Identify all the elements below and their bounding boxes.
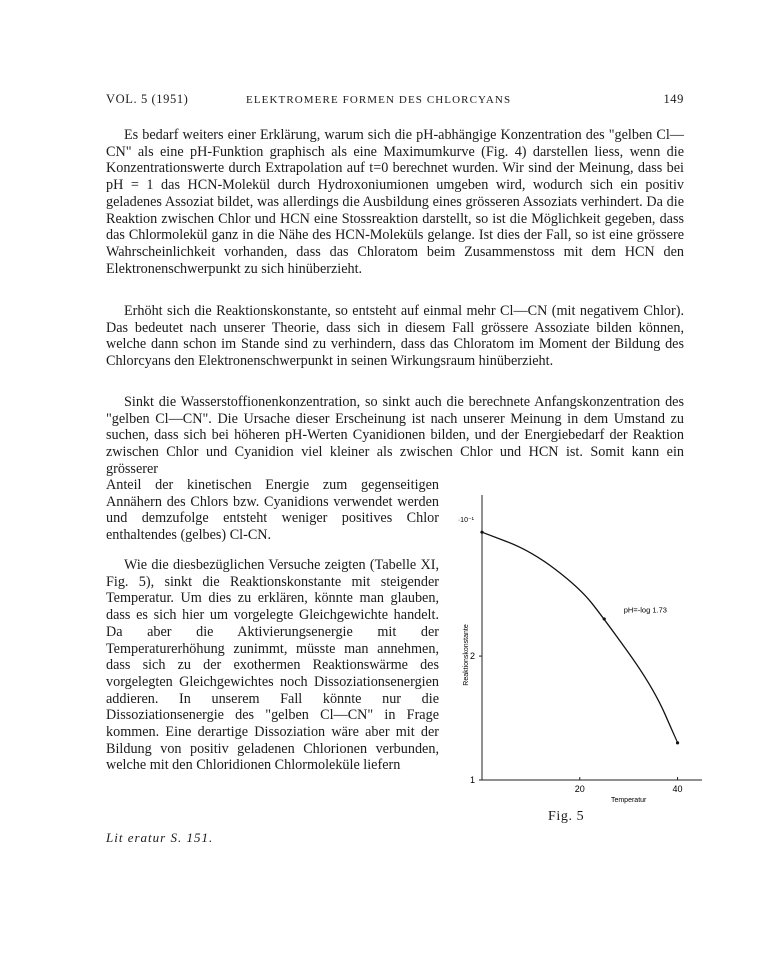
data-point bbox=[480, 531, 483, 534]
x-tick-label: 20 bbox=[574, 784, 585, 794]
x-axis-label: Temperatur bbox=[610, 797, 647, 804]
running-title: ELEKTROMERE FORMEN DES CHLORCYANS bbox=[246, 94, 512, 106]
data-point bbox=[603, 617, 606, 620]
page-number: 149 bbox=[663, 92, 684, 106]
data-point bbox=[676, 741, 679, 744]
paragraph-3: Sinkt die Wasserstoffionenkonzentration, so sinkt auch die berechnete Anfangskonzentration des "gelben Cl—CN". Die Ursache dieser Erscheinung ist nach unserer Meinung in dem Umstand zu suchen, dass sich bei höheren pH-Werten Cyanidionen bilden, und der Energiebedarf der Reaktion zwischen Chlor und Cyanidion viel kleiner als zwischen Chlor und HCN ist. Somit kann ein grösserer bbox=[106, 394, 684, 477]
x-tick-label: 40 bbox=[672, 784, 683, 794]
paragraph-3-continued: Anteil der kinetischen Energie zum gegenseitigen Annähern des Chlors bzw. Cyanidions verwendet werden und demzufolge entsteht weniger positives Chlor enthaltendes (gelbes) Cl-CN. bbox=[106, 477, 439, 544]
chart-svg bbox=[440, 485, 710, 840]
paragraph-4: Wie die diesbezüglichen Versuche zeigten (Tabelle XI, Fig. 5), sinkt die Reaktionskonstante mit steigender Temperatur. Um dies zu erklären, könnte man glauben, dass es sich hier um vorgelegte Gleichgewichte handelt. Da aber die Aktivierungsenergie mit der Temperaturerhöhung zunimmt, müsste man annehmen, dass sich zu der exothermen Reaktionswärme des vorgelegten Gleichgewichtes noch Dissoziationsenergien addieren. In unserem Fall könnte nur die Dissoziationsenergie des "gelben Cl—CN" in Frage kommen. Eine derartige Dissoziation wäre aber mit der Bildung von positiv geladenen Chlorionen verbunden, welche mit den Chloridionen Chlormoleküle liefern bbox=[106, 557, 439, 774]
y-tick-label: 2 bbox=[469, 651, 475, 662]
running-header bbox=[106, 92, 684, 112]
y-unit-label: ·10⁻¹ bbox=[457, 517, 474, 524]
curve-label: pH=-log 1.73 bbox=[623, 605, 667, 615]
figure-5-chart bbox=[440, 485, 710, 840]
paragraph-2: Erhöht sich die Reaktionskonstante, so entsteht auf einmal mehr Cl—CN (mit negativem Chlor). Das bedeutet nach unserer Theorie, dass sich in diesem Fall grössere Assoziate bilden können, welche dann schon im Stande sind zu verhindern, dass das Chloratom im Moment der Bildung des Chlorcyans den Elektronenschwerpunkt in seinen Wirkungsraum hinüberzieht. bbox=[106, 303, 684, 370]
y-tick-label: 1 bbox=[469, 775, 475, 785]
series-curve bbox=[482, 532, 678, 743]
volume-label: VOL. 5 (1951) bbox=[106, 92, 189, 106]
paragraph-1: Es bedarf weiters einer Erklärung, warum sich die pH-abhängige Konzentration des "gelben Cl—CN" als eine pH-Funktion graphisch als eine Maximumkurve (Fig. 4) darstellen liess, wenn die Konzentrationswerte durch Extrapolation auf t=0 berechnet wurden. Wir sind der Meinung, dass bei pH = 1 das HCN-Molekül durch Hydroxoniumionen umgeben wird, wodurch sich ein positiv geladenes Assoziat bildet, was allerdings die Ausbildung eines grösseren Assoziats verhindert. Da die Reaktion zwischen Chlor und HCN eine Stossreaktion darstellt, so ist die Möglichkeit gegeben, dass das Chlormolekül ganz in die Nähe des HCN-Moleküls gelange. Ist dies der Fall, so ist eine grössere Wahrscheinlichkeit vorhanden, dass das Chloratom beim Zusammenstoss mit dem HCN den Elektronenschwerpunkt zu sich hinüberzieht. bbox=[106, 127, 684, 277]
y-axis-label: Reaktionskonstante bbox=[463, 624, 470, 686]
figure-caption: Fig. 5 bbox=[548, 809, 585, 824]
footnote-reference: Lit eratur S. 151. bbox=[106, 830, 214, 845]
